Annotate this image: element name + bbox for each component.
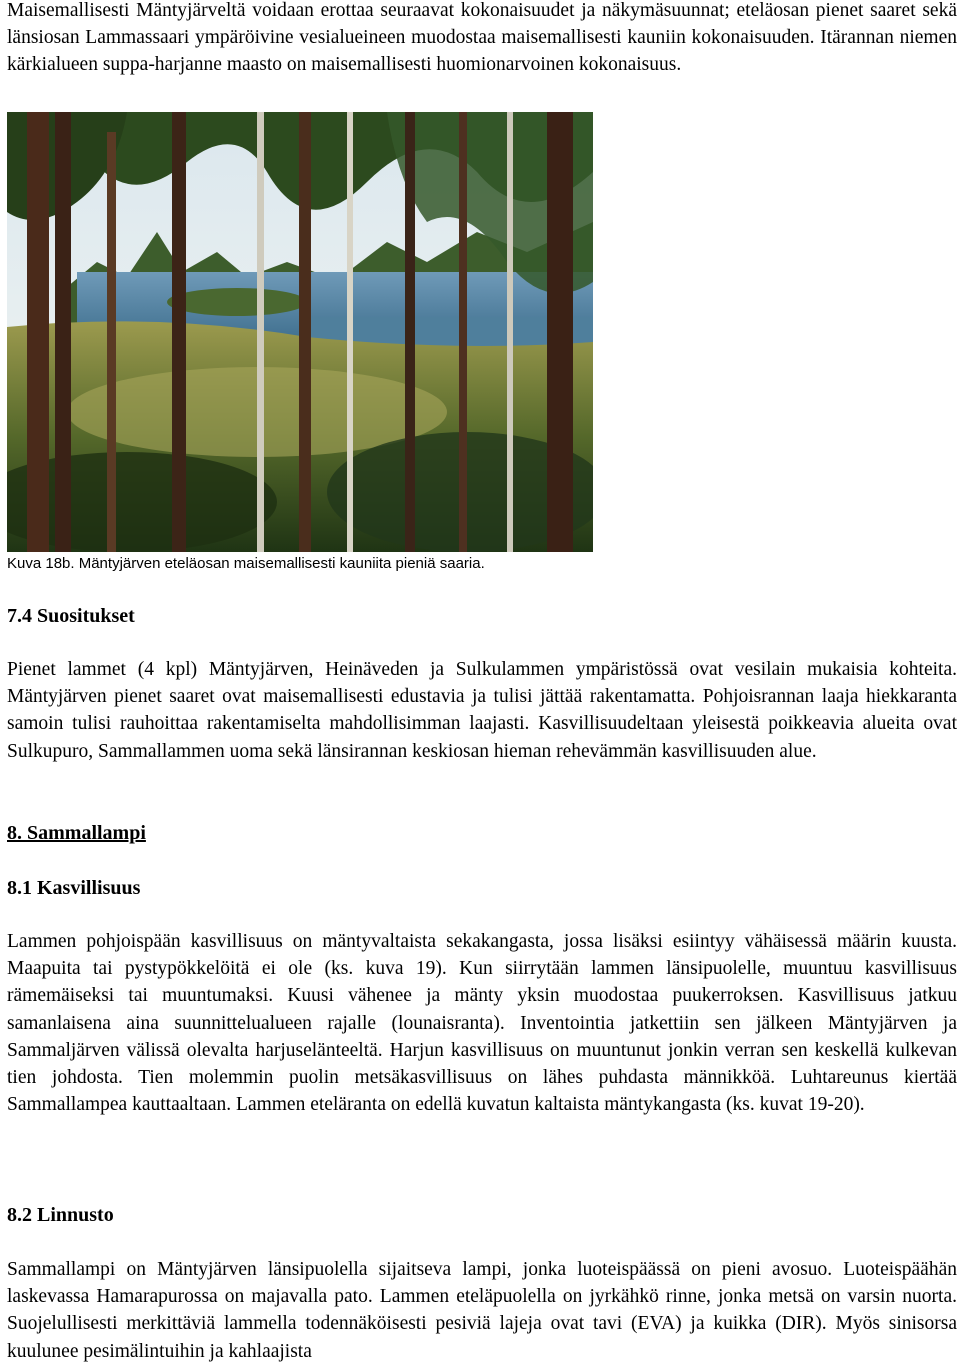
section-8-heading: 8. Sammallampi — [7, 822, 146, 844]
section-8-2-heading: 8.2 Linnusto — [7, 1204, 114, 1226]
section-8-1-heading: 8.1 Kasvillisuus — [7, 877, 141, 899]
section-8-2-text: Sammallampi on Mäntyjärven länsipuolella sijaitseva lampi, jonka luoteispäässä on pieni avosuo. Luoteispäähän laskevassa Hamarapurossa on majavalla pato. Lammen eteläpuolella on jyrkähkö rinne, jonka metsä on varsin nuorta. Suojelullisesti merkittäviä lammella todennäköisesti pesiviä lajeja ovat tavi (EVA) ja kuikka (DIR). Myös sinisorsa kuulunee pesimälintuihin ja kahlaajista — [7, 1259, 957, 1362]
section-7-4-text: Pienet lammet (4 kpl) Mäntyjärven, Heinäveden ja Sulkulammen ympäristössä ovat vesilain mukaisia kohteita. Mäntyjärven pienet saaret ovat maisemallisesti edustavia ja tulisi jättää rakentamatta. Pohjoisrannan laaja hiekkaranta samoin tulisi rauhoittaa rakentamiselta mahdollisimman laajasti. Kasvillisuudeltaan yleisestä poikkeavia alueita ovat Sulkupuro, Sammallammen uoma sekä länsirannan keskiosan hieman rehevämmän kasvillisuuden alue. — [7, 659, 957, 762]
figure-caption: Kuva 18b. Mäntyjärven eteläosan maisemallisesti kauniita pieniä saaria. — [7, 555, 485, 572]
section-7-4-heading: 7.4 Suositukset — [7, 605, 135, 627]
section-8-1-text: Lammen pohjoispään kasvillisuus on mäntyvaltaista sekakangasta, jossa lisäksi esiintyy vähäisessä määrin kuusta. Maapuita tai pystypökkelöitä ei ole (ks. kuva 19). Kun siirrytään lammen länsipuolelle, muuntuu kasvillisuus rämemäiseksi tai muuntumaksi. Kuusi vähenee ja mänty yksin muodostaa puukerroksen. Kasvillisuus jatkuu samanlaisena aina suunnittelualueen rajalle (lounaisranta). Inventointia jatkettiin sen jälkeen Mäntyjärven ja Sammaljärven välissä olevalta harjuselänteeltä. Harjun kasvillisuus on muuntunut jonkin verran sen keskellä kulkevan tien johdosta. Tien molemmin puolin metsäkasvillisuus on lähes puhdasta männikköä. Luhtareunus kiertää Sammallampea kauttaaltaan. Lammen eteläranta on edellä kuvatun kaltaista mäntykangasta (ks. kuvat 19-20). — [7, 931, 957, 1116]
intro-paragraph: Maisemallisesti Mäntyjärveltä voidaan erottaa seuraavat kokonaisuudet ja näkymäsuunnat; eteläosan pienet saaret sekä länsiosan Lammassaari ympäröivine vesialueineen muodostaa maisemallisesti kauniin kokonaisuuden. Itärannan niemen kärkialueen suppa-harjanne maasto on maisemallisesti huomionarvoinen kokonaisuus. — [7, 0, 957, 76]
lake-forest-photo — [7, 112, 593, 552]
